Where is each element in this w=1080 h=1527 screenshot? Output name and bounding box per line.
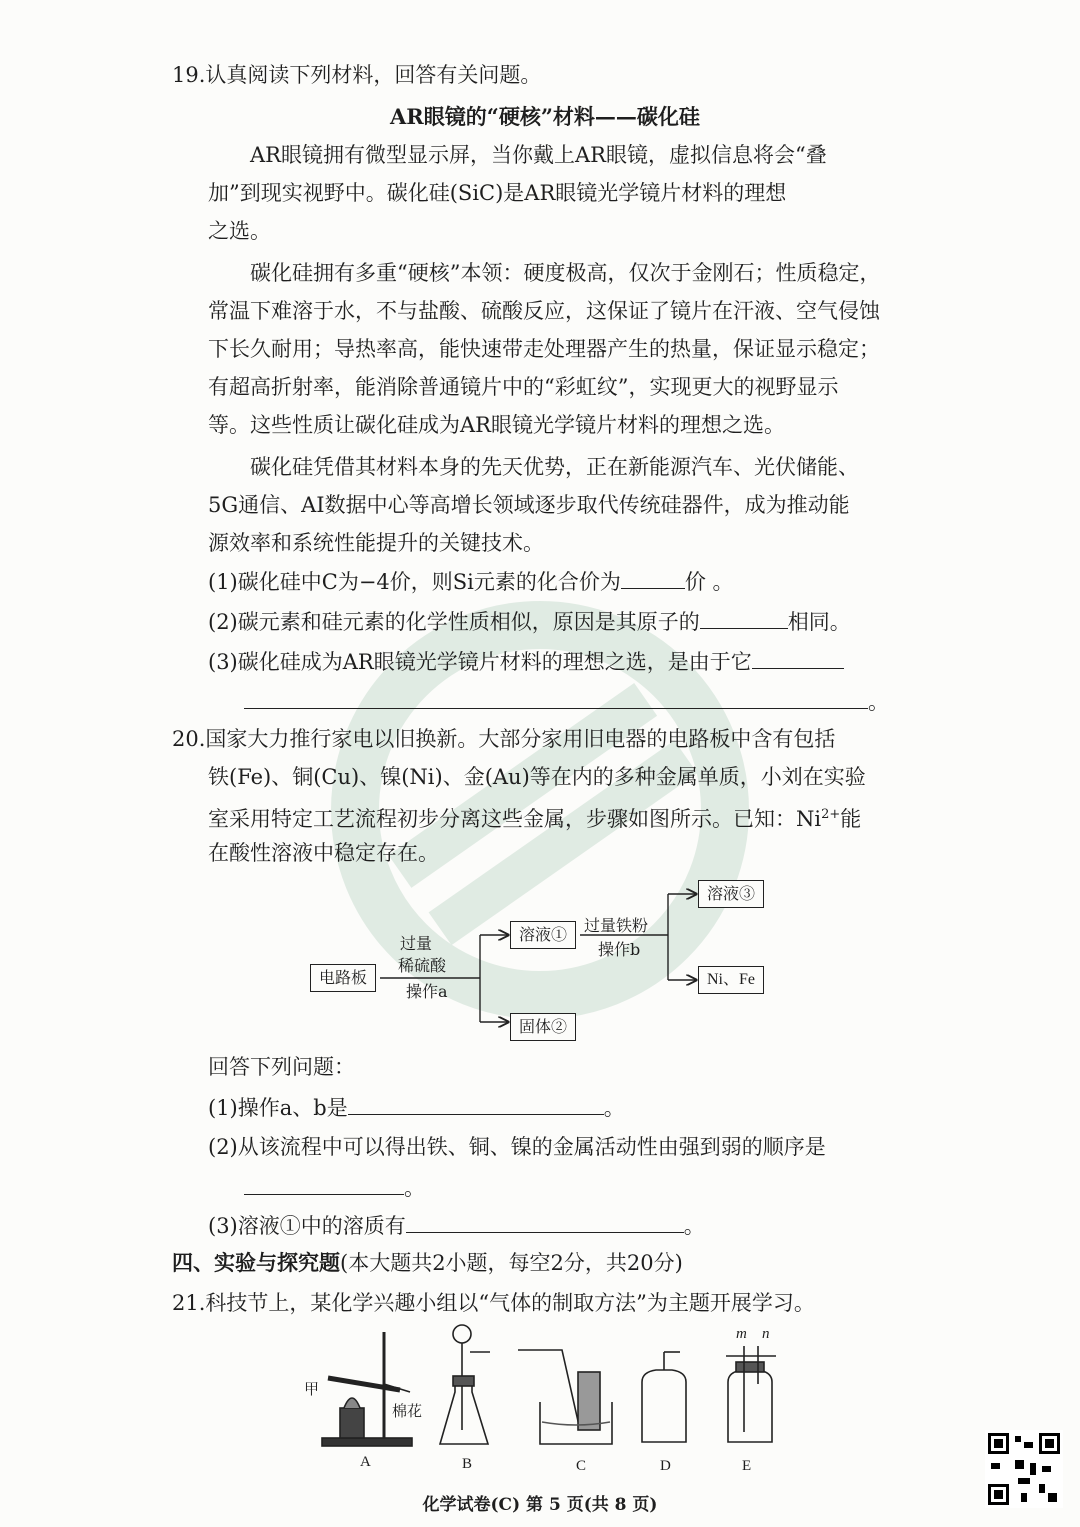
flow-box-solution-1: 溶液①: [510, 921, 576, 949]
flow-operation-b: 操作b: [598, 940, 641, 959]
label-jia: 甲: [304, 1380, 320, 1398]
q19-para3-line2: 5G通信、AI数据中心等高增长领域逐步取代传统硅器件，成为推动能: [208, 493, 850, 517]
apparatus-c-drawing: [518, 1350, 612, 1444]
flow-box-solution-3: 溶液③: [698, 880, 764, 908]
q20-sub3-blank[interactable]: [406, 1210, 684, 1233]
q20-stem-line4: 在酸性溶液中稳定存在。: [208, 841, 439, 865]
q20-sub1: [208, 1092, 625, 1123]
section4-title: 四、实验与探究题: [172, 1250, 340, 1275]
q19-para2-line4: 有超高折射率，能消除普通镜片中的“彩虹纹”，实现更大的视野显示: [208, 375, 839, 399]
q20-answer-intro: 回答下列问题：: [208, 1055, 355, 1079]
apparatus-d-drawing: [642, 1352, 686, 1442]
q20-stem-line3-text: 室采用特定工艺流程初步分离这些金属，步骤如图所示。已知：Ni: [208, 807, 822, 831]
q19-para2-line3: 下长久耐用；导热率高，能快速带走处理器产生的热量，保证显示稳定；: [208, 337, 880, 361]
page-footer: 化学试卷(C) 第 5 页(共 8 页): [422, 1495, 658, 1515]
q19-stem: 19.认真阅读下列材料，回答有关问题。: [172, 63, 542, 87]
q19-sub3-blank1[interactable]: [752, 646, 844, 669]
flow-box-ni-fe: Ni、Fe: [698, 966, 764, 994]
q20-ni-after: 能: [840, 807, 862, 831]
flow-reagent2: 过量铁粉: [584, 916, 649, 935]
q19-sub2-text: (2)碳元素和硅元素的化学性质相似，原因是其原子的: [208, 610, 700, 634]
q20-sub2-end: 。: [404, 1176, 425, 1200]
q19-sub1: [208, 566, 734, 597]
flow-reagent1-line2: 稀硫酸: [398, 956, 447, 975]
q19-para1-line2: 加”到现实视野中。碳化硅(SiC)是AR眼镜光学镜片材料的理想: [208, 181, 787, 205]
q19-sub2-blank[interactable]: [700, 606, 788, 629]
q19-para2-line1: 碳化硅拥有多重“硬核”本领：硬度极高，仅次于金刚石；性质稳定，: [250, 261, 881, 285]
q19-sub3: [208, 646, 844, 677]
q19-para1-line3: 之选。: [208, 219, 271, 243]
q19-sub1-text: (1)碳化硅中C为−4价，则Si元素的化合价为: [208, 570, 621, 594]
q19-sub3-line2: [244, 686, 889, 717]
q19-para2-line5: 等。这些性质让碳化硅成为AR眼镜光学镜片材料的理想之选。: [208, 413, 785, 437]
q19-sub3-blank2[interactable]: [244, 686, 868, 709]
q20-sub2-blank[interactable]: [244, 1172, 404, 1195]
q20-sub3-text: (3)溶液①中的溶质有: [208, 1214, 406, 1238]
q20-sub3: [208, 1210, 705, 1241]
q20-sub3-end: 。: [683, 1214, 705, 1238]
q19-sub2-end: 相同。: [787, 610, 851, 634]
q20-sub2: (2)从该流程中可以得出铁、铜、镍的金属活动性由强到弱的顺序是: [208, 1135, 826, 1159]
q20-ni-superscript: 2+: [821, 807, 841, 822]
q21-apparatus-figure: [300, 1322, 820, 1482]
label-cotton: 棉花: [392, 1402, 423, 1420]
flow-box-circuit-board: 电路板: [310, 964, 376, 992]
section4-heading: [172, 1248, 683, 1278]
q19-sub2: [208, 606, 851, 637]
q19-para3-line1: 碳化硅凭借其材料本身的先天优势，正在新能源汽车、光伏储能、: [250, 455, 859, 479]
q19-para3-line3: 源效率和系统性能提升的关键技术。: [208, 531, 544, 555]
apparatus-label-d: D: [660, 1458, 671, 1474]
q19-title: AR眼镜的“硬核”材料——碳化硅: [390, 104, 700, 129]
apparatus-label-a: A: [360, 1454, 371, 1470]
section4-note: (本大题共2小题，每空2分，共20分): [340, 1251, 683, 1275]
q20-sub1-end: 。: [603, 1096, 625, 1120]
q20-sub1-blank[interactable]: [348, 1092, 604, 1115]
q20-stem-line2: 铁(Fe)、铜(Cu)、镍(Ni)、金(Au)等在内的多种金属单质，小刘在实验: [208, 765, 866, 789]
apparatus-e-drawing: [726, 1346, 776, 1442]
q19-para1-line1: AR眼镜拥有微型显示屏，当你戴上AR眼镜，虚拟信息将会“叠: [250, 143, 827, 167]
label-n: n: [762, 1326, 770, 1342]
apparatus-a-drawing: [322, 1332, 412, 1446]
q20-stem-line1: 20.国家大力推行家电以旧换新。大部分家用旧电器的电路板中含有包括: [172, 727, 836, 751]
q20-sub2-line2: [244, 1172, 425, 1203]
q19-sub3-end: 。: [868, 690, 889, 714]
flow-reagent1-line1: 过量: [400, 934, 433, 953]
q19-sub1-end: 价 。: [684, 570, 734, 594]
q20-stem-line3: [208, 800, 861, 834]
apparatus-label-e: E: [742, 1458, 752, 1474]
flow-box-solid-2: 固体②: [510, 1013, 576, 1041]
q19-sub1-blank[interactable]: [621, 566, 685, 589]
apparatus-label-b: B: [462, 1456, 473, 1472]
label-m: m: [736, 1326, 747, 1342]
q21-stem: 21.科技节上，某化学兴趣小组以“气体的制取方法”为主题开展学习。: [172, 1291, 815, 1315]
q20-flow-diagram: [300, 880, 780, 1045]
q19-sub3-text: (3)碳化硅成为AR眼镜光学镜片材料的理想之选，是由于它: [208, 650, 752, 674]
q19-para2-line2: 常温下难溶于水，不与盐酸、硫酸反应，这保证了镜片在汗液、空气侵蚀: [208, 299, 880, 323]
apparatus-label-c: C: [576, 1458, 587, 1474]
apparatus-b-drawing: [440, 1325, 490, 1444]
q20-sub1-text: (1)操作a、b是: [208, 1096, 348, 1120]
flow-operation-a: 操作a: [406, 982, 448, 1001]
